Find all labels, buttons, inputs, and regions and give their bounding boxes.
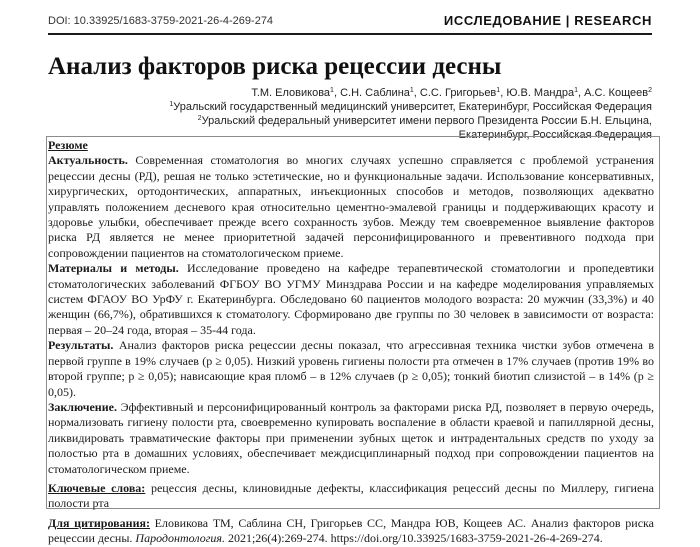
authors-affiliations	[169, 86, 652, 142]
abstract-heading: Резюме	[48, 138, 88, 152]
affiliation-1: $^1$Уральский государственный медицинский университет, Екатеринбург, Российская Федерация	[169, 101, 652, 113]
citation-label: Для цитирования:	[48, 515, 150, 530]
citation-paragraph: Для цитирования: Еловикова ТМ, Саблина СН, Григорьев СС, Мандра ЮВ, Кощеев АС. Анализ факторов риска рецессии десны. Пародонтология. 2021;26(4):269-274. https://doi.org/10.33925/1683-3759-2021-26-4-269-274.	[48, 515, 655, 546]
author-list: Т.М. Еловикова$^1$, С.Н. Саблина$^1$, С.С. Григорьев$^1$, Ю.В. Мандра$^1$, А.С. Кощеев$^2$	[251, 87, 652, 99]
author-name: Т.М. Еловикова	[251, 87, 331, 99]
author-name: С.Н. Саблина	[340, 87, 410, 99]
article-title: Анализ факторов риска рецессии десны	[48, 53, 502, 80]
keywords-paragraph: Ключевые слова: рецессия десны, клиновидные дефекты, классификация рецессий десны по Миллеру, гигиена полости рта	[48, 480, 655, 511]
conclusion-paragraph: Заключение. Эффективный и персонифицированный контроль за факторами риска РД, позволяет в первую очередь, нормализовать гигиену полости рта, своевременно купировать воспаление в области краевой и папиллярной десны, ликвидировать травматические факторы при применении зубных щеток и интрадентальных средств по уходу за полостью рта в домашних условиях, обеспечивает междисциплинарный подход при сопровождении пациентов на стоматологическом приеме.	[48, 399, 655, 476]
affiliation-2-cont: Екатеринбург, Российская Федерация	[458, 129, 652, 141]
abstract-body	[48, 138, 654, 547]
relevance-paragraph: Актуальность. Современная стоматология во многих случаях успешно справляется с проблемой устранения рецессии десны (РД), решая не только эстетические, но и функциональные задачи. Использование консервативных, хирургических, ортодонтических, аппаратных, инъекционных способов и методов, позволяющих адекватно управлять положением десневого края относительно цементно-эмалевой границы и поддерживающих красоту и здоровье улыбки, обеспечивает прежде всего сохранность зубов. Между тем своевременное выявление факторов риска РД является не менее приоритетной задачей персонифицированного и превентивного подхода при сопровождении пациентов на стоматологическом приеме.	[48, 153, 655, 260]
methods-paragraph: Материалы и методы. Исследование проведено на кафедре терапевтической стоматологии и пропедевтики стоматологических заболеваний ФГБОУ ВО УГМУ Минздрава России и на кафедре моделирования управляемых систем ФГАОУ ВО УрФУ г. Екатеринбурга. Обследовано 60 пациентов молодого возраста: 20 мужчин (33,3%) и 40 женщин (66,7%), обратившихся к стоматологу. Сформировано две группы по 30 человек в зависимости от возраста: первая – 20–24 года, вторая – 35-44 года.	[48, 261, 655, 337]
citation-doi-link[interactable]: 2021;26(4):269-274. https://doi.org/10.33925/1683-3759-2021-26-4-269-274.	[227, 531, 603, 546]
header-divider	[48, 33, 652, 35]
keywords-label: Ключевые слова:	[48, 480, 146, 495]
conclusion-label: Заключение.	[48, 399, 117, 414]
journal-name: Пародонтология.	[135, 531, 225, 546]
doi-header[interactable]: DOI: 10.33925/1683-3759-2021-26-4-269-274	[48, 15, 274, 27]
results-paragraph: Результаты. Анализ факторов риска рецессии десны показал, что агрессивная техника чистки зубов отмечена в первой группе в 19% случаев (p ≥ 0,05). Низкий уровень гигиены полости рта отмечен в 17% случаев (против 19% во второй группе; p ≥ 0,05); нависающие края пломб – в 12% случаев (p ≥ 0,05); тонкий биотип слизистой – в 14% (p ≥ 0,05).	[48, 338, 655, 399]
relevance-label: Актуальность.	[48, 153, 128, 168]
methods-label: Материалы и методы.	[48, 261, 179, 276]
author-name: Ю.В. Мандра	[506, 87, 575, 99]
section-label: ИССЛЕДОВАНИЕ | RESEARCH	[443, 13, 652, 28]
author-name: А.С. Кощеев	[584, 87, 649, 99]
affiliation-2: $^2$Уральский федеральный университет имени первого Президента России Б.Н. Ельцина,	[197, 115, 652, 127]
results-label: Результаты.	[48, 338, 114, 353]
author-name: С.С. Григорьев	[419, 87, 497, 99]
